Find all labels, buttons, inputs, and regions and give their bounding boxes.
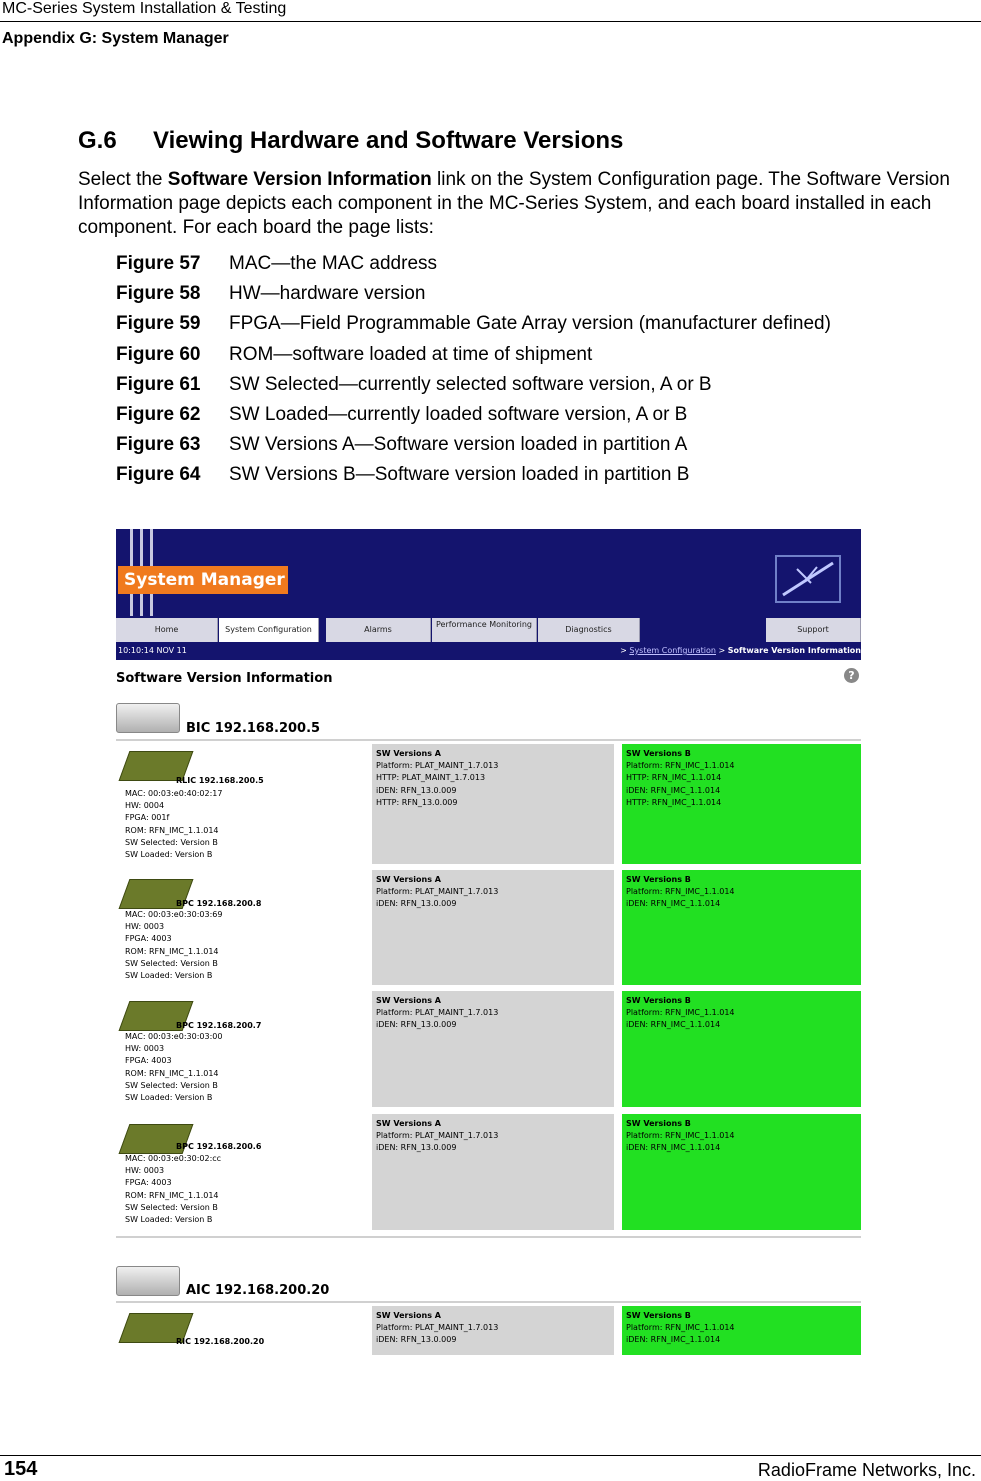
company-name: RadioFrame Networks, Inc. <box>757 1460 976 1480</box>
figure-list <box>116 252 831 494</box>
tab-home[interactable]: Home <box>116 618 218 642</box>
sw-versions-a-panel <box>372 991 614 1107</box>
section-heading <box>78 127 623 155</box>
figure-label: Figure 61 <box>116 373 201 395</box>
sw-versions-a-panel <box>372 870 614 985</box>
app-banner <box>116 529 861 616</box>
figure-text: ROM—software loaded at time of shipment <box>229 343 593 365</box>
system-manager-logo: System Manager <box>118 566 288 594</box>
figure-text: FPGA—Field Programmable Gate Array version (manufacturer defined) <box>229 313 831 335</box>
figure-label: Figure 57 <box>116 253 201 274</box>
board-title: RIC 192.168.200.20 <box>176 1337 265 1346</box>
sw-versions-b-title: SW Versions B <box>626 1119 691 1128</box>
figure-label: Figure 64 <box>116 464 201 486</box>
breadcrumb-link[interactable]: System Configuration <box>629 646 716 655</box>
board-title: BPC 192.168.200.8 <box>176 899 262 908</box>
figure-label: Figure 60 <box>116 343 201 365</box>
sw-versions-a-values: Platform: PLAT_MAINT_1.7.013 HTTP: PLAT_MAINT_1.7.013 iDEN: RFN_13.0.009 HTTP: RFN_13.0.009 <box>376 761 499 807</box>
chassis-label: BIC 192.168.200.5 <box>186 721 321 736</box>
sw-versions-b-panel <box>622 991 861 1107</box>
figure-row <box>116 282 831 312</box>
sw-versions-b-panel <box>622 1114 861 1230</box>
figure-label: Figure 63 <box>116 434 201 456</box>
nav-tabs <box>116 616 861 642</box>
document-title: MC-Series System Installation & Testing <box>2 0 287 17</box>
figure-row <box>116 252 831 282</box>
sw-versions-b-values: Platform: RFN_IMC_1.1.014 iDEN: RFN_IMC_1.1.014 <box>626 1323 735 1345</box>
tab-diagnostics[interactable]: Diagnostics <box>538 618 640 642</box>
sw-versions-a-panel <box>372 744 614 864</box>
figure-row <box>116 403 831 433</box>
sw-versions-a-title: SW Versions A <box>376 1311 441 1320</box>
tab-system-configuration[interactable]: System Configuration <box>219 618 319 642</box>
intro-paragraph <box>78 168 968 240</box>
sw-versions-b-panel <box>622 1306 861 1355</box>
sw-versions-b-values: Platform: RFN_IMC_1.1.014 HTTP: RFN_IMC_1.1.014 iDEN: RFN_IMC_1.1.014 HTTP: RFN_IMC_1.1.014 <box>626 761 735 807</box>
sw-versions-b-panel <box>622 744 861 864</box>
sw-versions-a-values: Platform: PLAT_MAINT_1.7.013 iDEN: RFN_13.0.009 <box>376 887 499 909</box>
sw-versions-a-values: Platform: PLAT_MAINT_1.7.013 iDEN: RFN_13.0.009 <box>376 1323 499 1345</box>
figure-label: Figure 58 <box>116 283 201 305</box>
sw-versions-b-panel <box>622 870 861 985</box>
header-rule <box>0 21 981 22</box>
sw-versions-a-values: Platform: PLAT_MAINT_1.7.013 iDEN: RFN_13.0.009 <box>376 1131 499 1153</box>
board-details: MAC: 00:03:e0:30:03:00 HW: 0003 FPGA: 4003 ROM: RFN_IMC_1.1.014 SW Selected: Version B SW Loaded: Version B <box>125 1032 223 1103</box>
figure-text: HW—hardware version <box>229 283 426 305</box>
sw-versions-a-panel <box>372 1306 614 1355</box>
sw-versions-b-values: Platform: RFN_IMC_1.1.014 iDEN: RFN_IMC_1.1.014 <box>626 1131 735 1153</box>
board-details: MAC: 00:03:e0:40:02:17 HW: 0004 FPGA: 001f ROM: RFN_IMC_1.1.014 SW Selected: Version B SW Loaded: Version B <box>125 789 223 860</box>
sw-versions-b-title: SW Versions B <box>626 1311 691 1320</box>
board-details: MAC: 00:03:e0:30:03:69 HW: 0003 FPGA: 4003 ROM: RFN_IMC_1.1.014 SW Selected: Version B SW Loaded: Version B <box>125 910 223 981</box>
figure-row <box>116 343 831 373</box>
figure-label: Figure 59 <box>116 313 201 335</box>
sw-versions-b-title: SW Versions B <box>626 749 691 758</box>
tab-support[interactable]: Support <box>766 618 861 642</box>
section-number: G.6 <box>78 127 117 154</box>
sw-versions-a-title: SW Versions A <box>376 996 441 1005</box>
figure-row <box>116 433 831 463</box>
sw-versions-b-values: Platform: RFN_IMC_1.1.014 iDEN: RFN_IMC_1.1.014 <box>626 887 735 909</box>
chassis-label: AIC 192.168.200.20 <box>186 1283 330 1298</box>
page-number: 154 <box>4 1458 38 1480</box>
chassis-icon <box>116 703 180 733</box>
help-icon[interactable]: ? <box>844 668 859 683</box>
breadcrumb: > System Configuration > Software Version Information <box>620 646 861 655</box>
breadcrumb-current: Software Version Information <box>727 646 861 655</box>
figure-row <box>116 312 831 342</box>
figure-text: MAC—the MAC address <box>229 253 438 274</box>
brand-emblem-icon <box>775 555 841 603</box>
intro-text-pre: Select the <box>78 169 168 190</box>
timestamp: 10:10:14 NOV 11 <box>118 646 187 655</box>
chassis-icon <box>116 1266 180 1296</box>
tab-alarms[interactable]: Alarms <box>326 618 431 642</box>
board-title: BPC 192.168.200.6 <box>176 1142 262 1151</box>
sw-versions-b-title: SW Versions B <box>626 875 691 884</box>
intro-text-post: link on the System Configuration page. The Software Version Information page depicts each component in the MC-Series System, and each board installed in each component. For each board the page lists: <box>78 169 950 238</box>
figure-row <box>116 463 831 493</box>
sw-versions-a-values: Platform: PLAT_MAINT_1.7.013 iDEN: RFN_13.0.009 <box>376 1008 499 1030</box>
footer-rule <box>0 1455 981 1456</box>
sw-versions-a-panel <box>372 1114 614 1230</box>
figure-row <box>116 373 831 403</box>
sw-versions-a-title: SW Versions A <box>376 749 441 758</box>
chassis-divider <box>116 1301 861 1303</box>
chassis-divider <box>116 739 861 741</box>
figure-text: SW Versions B—Software version loaded in partition B <box>229 464 690 486</box>
section-title: Viewing Hardware and Software Versions <box>153 127 624 154</box>
tab-performance-monitoring[interactable]: Performance Monitoring <box>432 618 537 642</box>
figure-text: SW Selected—currently selected software version, A or B <box>229 373 712 395</box>
board-title: RLIC 192.168.200.5 <box>176 776 264 785</box>
figure-text: SW Loaded—currently loaded software version, A or B <box>229 403 688 425</box>
sw-versions-b-values: Platform: RFN_IMC_1.1.014 iDEN: RFN_IMC_1.1.014 <box>626 1008 735 1030</box>
board-title: BPC 192.168.200.7 <box>176 1021 262 1030</box>
board-details: MAC: 00:03:e0:30:02:cc HW: 0003 FPGA: 4003 ROM: RFN_IMC_1.1.014 SW Selected: Version B SW Loaded: Version B <box>125 1154 222 1225</box>
system-manager-screenshot <box>116 529 861 1355</box>
chassis-divider <box>116 1236 861 1238</box>
appendix-title: Appendix G: System Manager <box>2 30 229 47</box>
page-heading: Software Version Information <box>116 671 333 686</box>
sw-versions-a-title: SW Versions A <box>376 1119 441 1128</box>
sw-versions-a-title: SW Versions A <box>376 875 441 884</box>
figure-text: SW Versions A—Software version loaded in partition A <box>229 434 688 456</box>
status-bar <box>116 642 861 660</box>
sw-versions-b-title: SW Versions B <box>626 996 691 1005</box>
software-version-link-text: Software Version Information <box>167 169 432 190</box>
figure-label: Figure 62 <box>116 403 201 425</box>
